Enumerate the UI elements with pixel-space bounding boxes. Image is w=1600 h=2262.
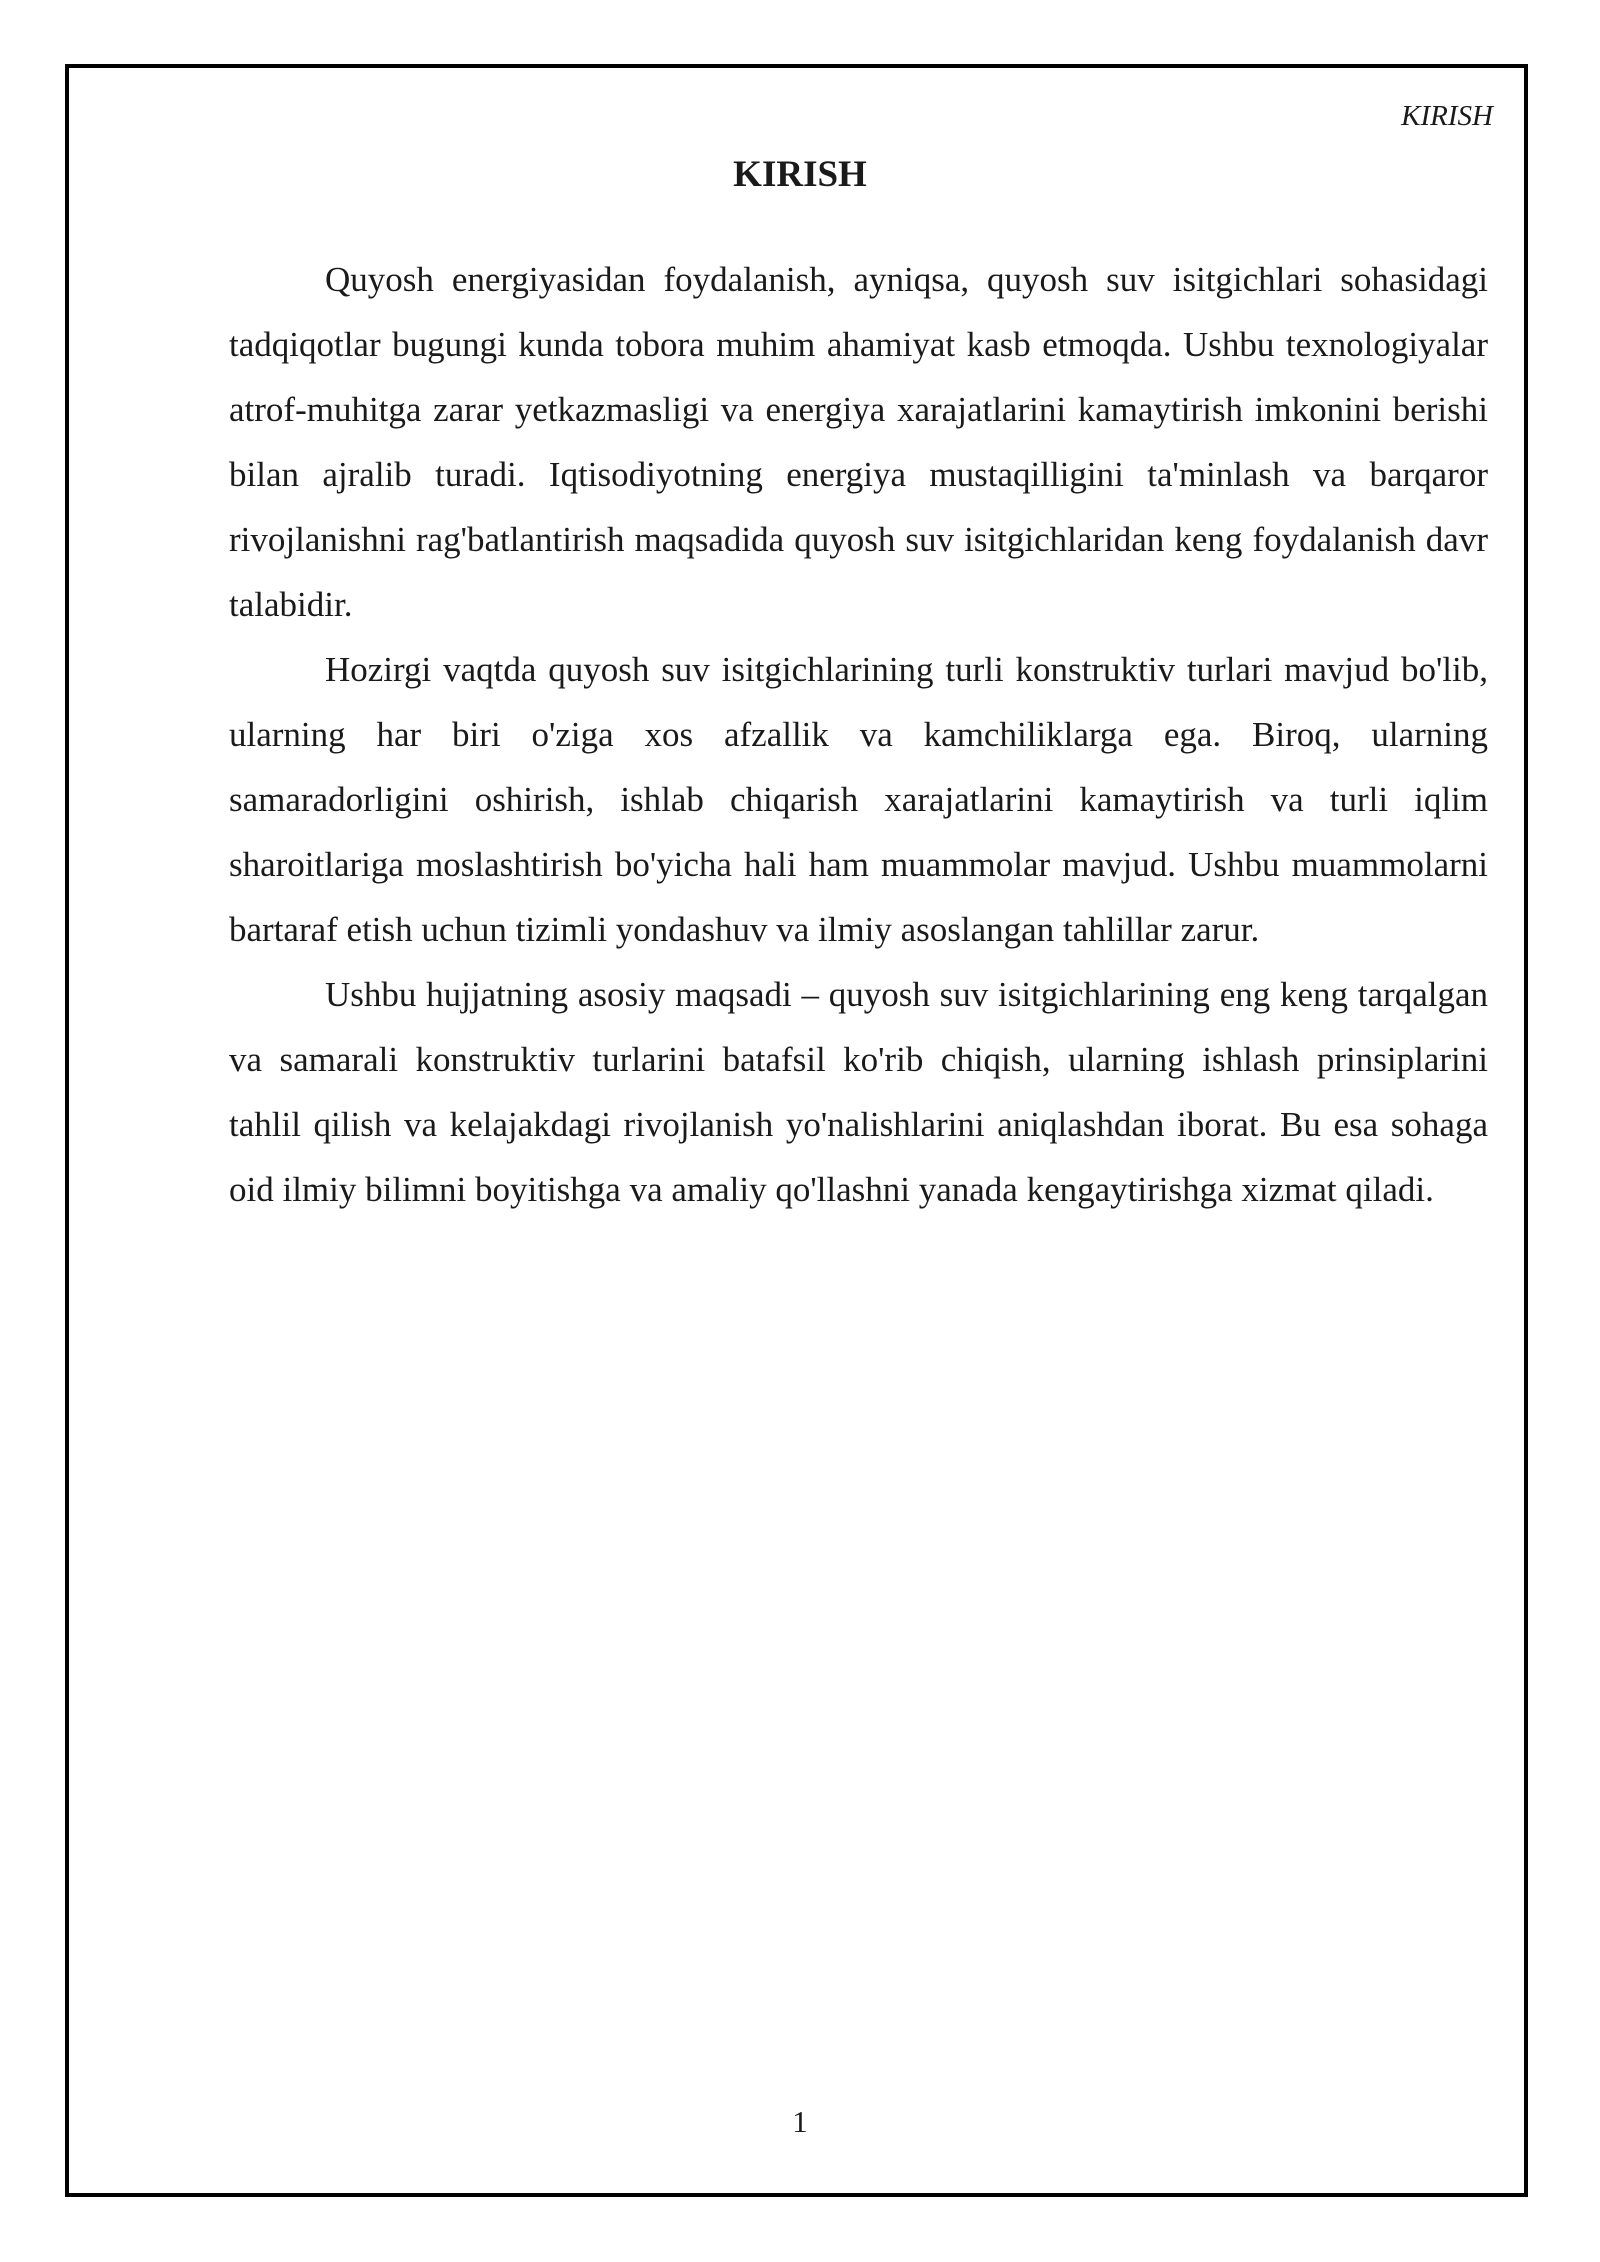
paragraph-2: Hozirgi vaqtda quyosh suv isitgichlarining turli konstruktiv turlari mavjud bo'lib, ularning har biri o'ziga xos afzallik va kamchiliklarga ega. Biroq, ularning samaradorligini oshirish, ishlab chiqarish xarajatlarini kamaytirish va turli iqlim sharoitlariga moslashtirish bo'yicha hali ham muammolar mavjud. Ushbu muammolarni bartaraf etish uchun tizimli yondashuv va ilmiy asoslangan tahlillar zarur.: [229, 650, 1488, 949]
document-body: [229, 247, 1488, 1222]
paragraph-3: Ushbu hujjatning asosiy maqsadi – quyosh suv isitgichlarining eng keng tarqalgan va samarali konstruktiv turlarini batafsil ko'rib chiqish, ularning ishlash prinsiplarini tahlil qilish va kelajakdagi rivojlanish yo'nalishlarini aniqlashdan iborat. Bu esa sohaga oid ilmiy bilimni boyitishga va amaliy qo'llashni yanada kengaytirishga xizmat qiladi.: [229, 975, 1488, 1209]
page-title: KIRISH: [733, 154, 867, 195]
page-number: 1: [792, 2104, 808, 2139]
running-header: KIRISH: [1401, 100, 1493, 132]
paragraph-1: Quyosh energiyasidan foydalanish, ayniqsa, quyosh suv isitgichlari sohasidagi tadqiqotlar bugungi kunda tobora muhim ahamiyat kasb etmoqda. Ushbu texnologiyalar atrof-muhitga zarar yetkazmasligi va energiya xarajatlarini kamaytirish imkonini berishi bilan ajralib turadi. Iqtisodiyotning energiya mustaqilligini ta'minlash va barqaror rivojlanishni rag'batlantirish maqsadida quyosh suv isitgichlaridan keng foydalanish davr talabidir.: [229, 260, 1488, 624]
